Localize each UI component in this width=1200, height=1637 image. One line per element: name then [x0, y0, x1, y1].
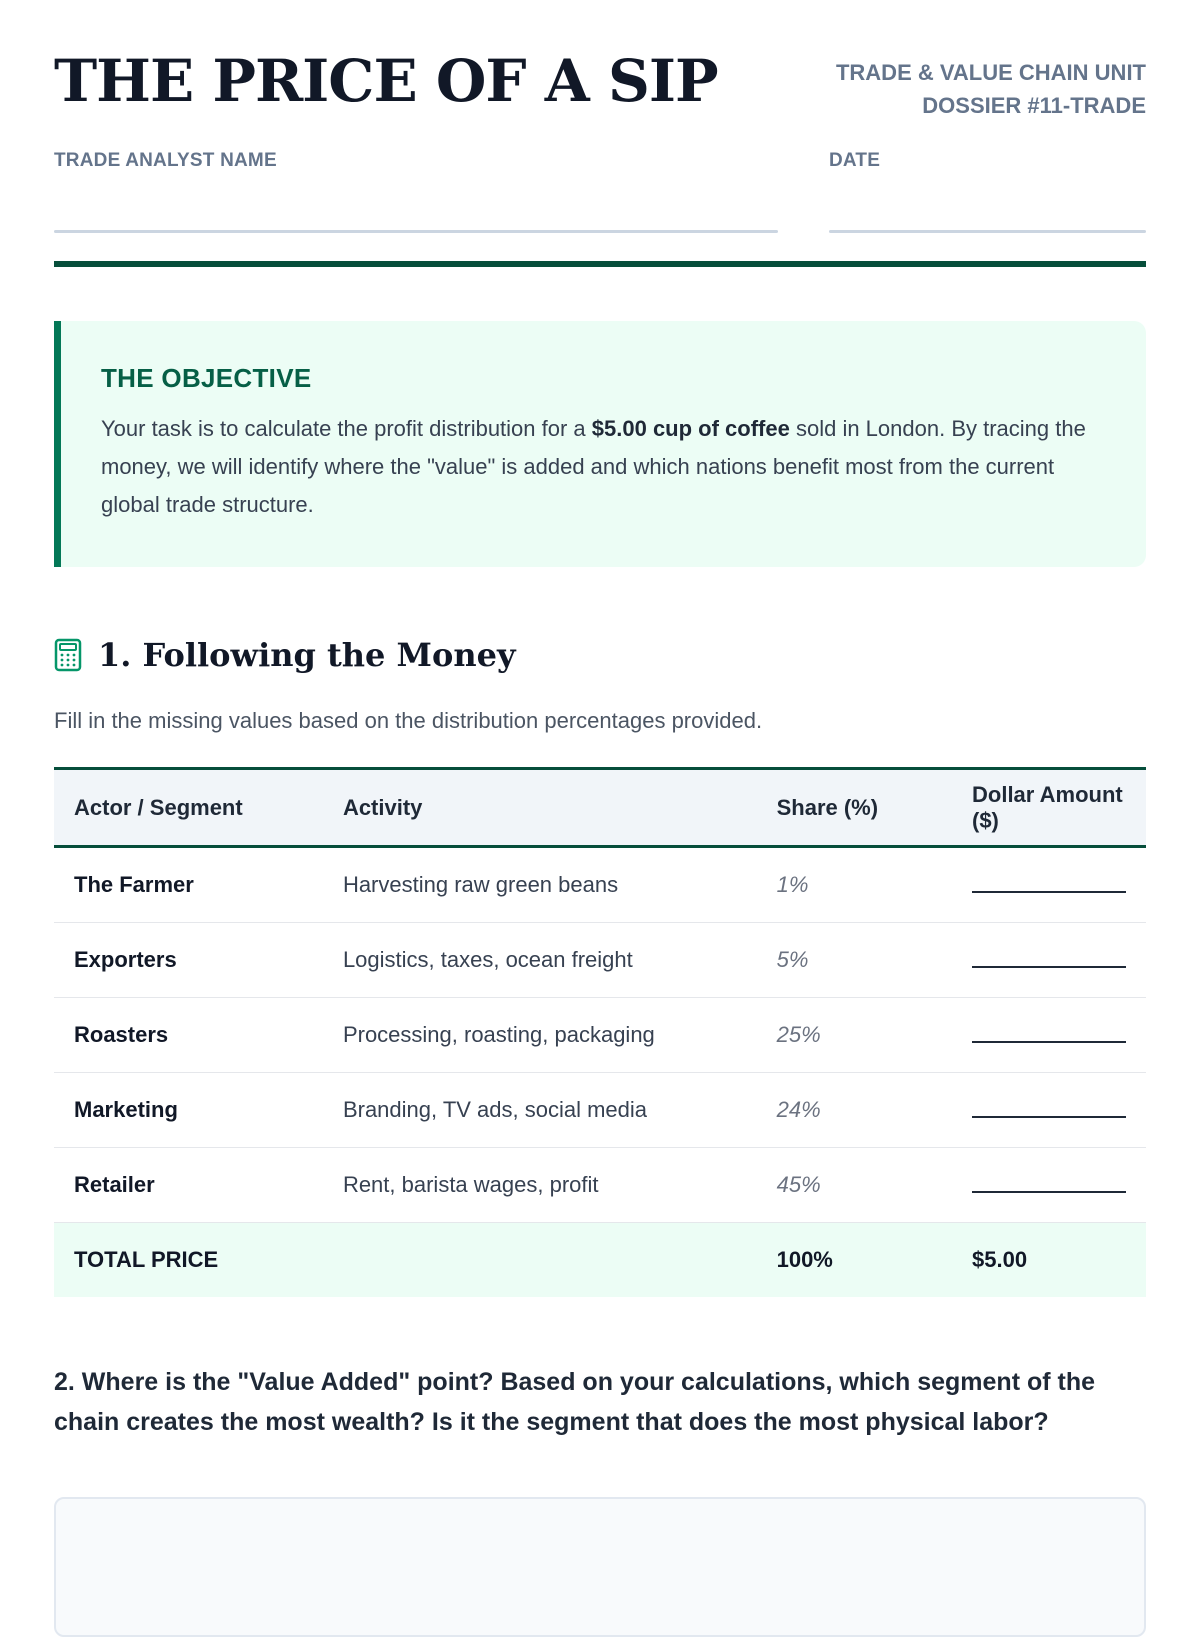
row-activity: Branding, TV ads, social media: [323, 1073, 757, 1148]
table-header-row: [54, 769, 1146, 847]
row-activity: Processing, roasting, packaging: [323, 998, 757, 1073]
table-row: [54, 923, 1146, 998]
row-actor: Roasters: [54, 998, 323, 1073]
total-empty-cell: [323, 1223, 757, 1298]
analyst-name-field[interactable]: [54, 230, 778, 233]
page-title: THE PRICE OF A SIP: [54, 47, 718, 115]
objective-box: [54, 321, 1146, 567]
table-row: [54, 847, 1146, 923]
amount-blank[interactable]: [972, 1096, 1126, 1118]
header-divider: [54, 261, 1146, 267]
amount-blank[interactable]: [972, 946, 1126, 968]
row-share: 5%: [757, 923, 952, 998]
objective-text: [101, 410, 1106, 524]
date-label: DATE: [829, 150, 881, 171]
table-row: [54, 998, 1146, 1073]
column-header-share: Share (%): [757, 769, 952, 847]
header: [54, 0, 1146, 267]
row-amount-cell: [952, 847, 1146, 923]
column-header-activity: Activity: [323, 769, 757, 847]
row-amount-cell: [952, 923, 1146, 998]
row-share: 25%: [757, 998, 952, 1073]
row-amount-cell: [952, 1148, 1146, 1223]
dossier-number: DOSSIER #11-TRADE: [922, 93, 1146, 118]
row-actor: The Farmer: [54, 847, 323, 923]
objective-text-end: sold in London. By tracing the money, we will identify where the "value" is added and which nations benefit most from the current global trade structure.: [101, 416, 1086, 517]
calculator-icon: [54, 638, 82, 672]
distribution-table: [54, 767, 1146, 1297]
table-row: [54, 1148, 1146, 1223]
amount-blank[interactable]: [972, 871, 1126, 893]
total-amount: $5.00: [952, 1223, 1146, 1298]
row-activity: Harvesting raw green beans: [323, 847, 757, 923]
question-2: 2. Where is the "Value Added" point? Based on your calculations, which segment of the chain creates the most wealth? Is it the segment that does the most physical labor?: [54, 1368, 1096, 1436]
answer-box[interactable]: [54, 1497, 1146, 1637]
row-actor: Marketing: [54, 1073, 323, 1148]
amount-blank[interactable]: [972, 1171, 1126, 1193]
row-activity: Logistics, taxes, ocean freight: [323, 923, 757, 998]
column-header-actor: Actor / Segment: [54, 769, 323, 847]
analyst-name-label: TRADE ANALYST NAME: [54, 150, 277, 171]
row-amount-cell: [952, 998, 1146, 1073]
row-share: 45%: [757, 1148, 952, 1223]
total-row: [54, 1223, 1146, 1298]
row-share: 1%: [757, 847, 952, 923]
row-activity: Rent, barista wages, profit: [323, 1148, 757, 1223]
row-share: 24%: [757, 1073, 952, 1148]
unit-name: TRADE & VALUE CHAIN UNIT: [835, 60, 1146, 85]
section1-instructions: Fill in the missing values based on the distribution percentages provided.: [54, 708, 763, 733]
objective-text-start: Your task is to calculate the profit distribution for a: [101, 416, 592, 441]
section1-heading: [54, 636, 516, 674]
amount-blank[interactable]: [972, 1021, 1126, 1043]
unit-info: [836, 56, 1146, 122]
column-header-amount: Dollar Amount ($): [952, 769, 1146, 847]
total-share: 100%: [757, 1223, 952, 1298]
row-amount-cell: [952, 1073, 1146, 1148]
section1-title: 1. Following the Money: [98, 636, 516, 674]
row-actor: Exporters: [54, 923, 323, 998]
objective-heading: THE OBJECTIVE: [101, 363, 312, 393]
total-label: TOTAL PRICE: [54, 1223, 323, 1298]
date-field[interactable]: [829, 230, 1146, 233]
objective-price: $5.00 cup of coffee: [591, 416, 790, 441]
row-actor: Retailer: [54, 1148, 323, 1223]
table-row: [54, 1073, 1146, 1148]
